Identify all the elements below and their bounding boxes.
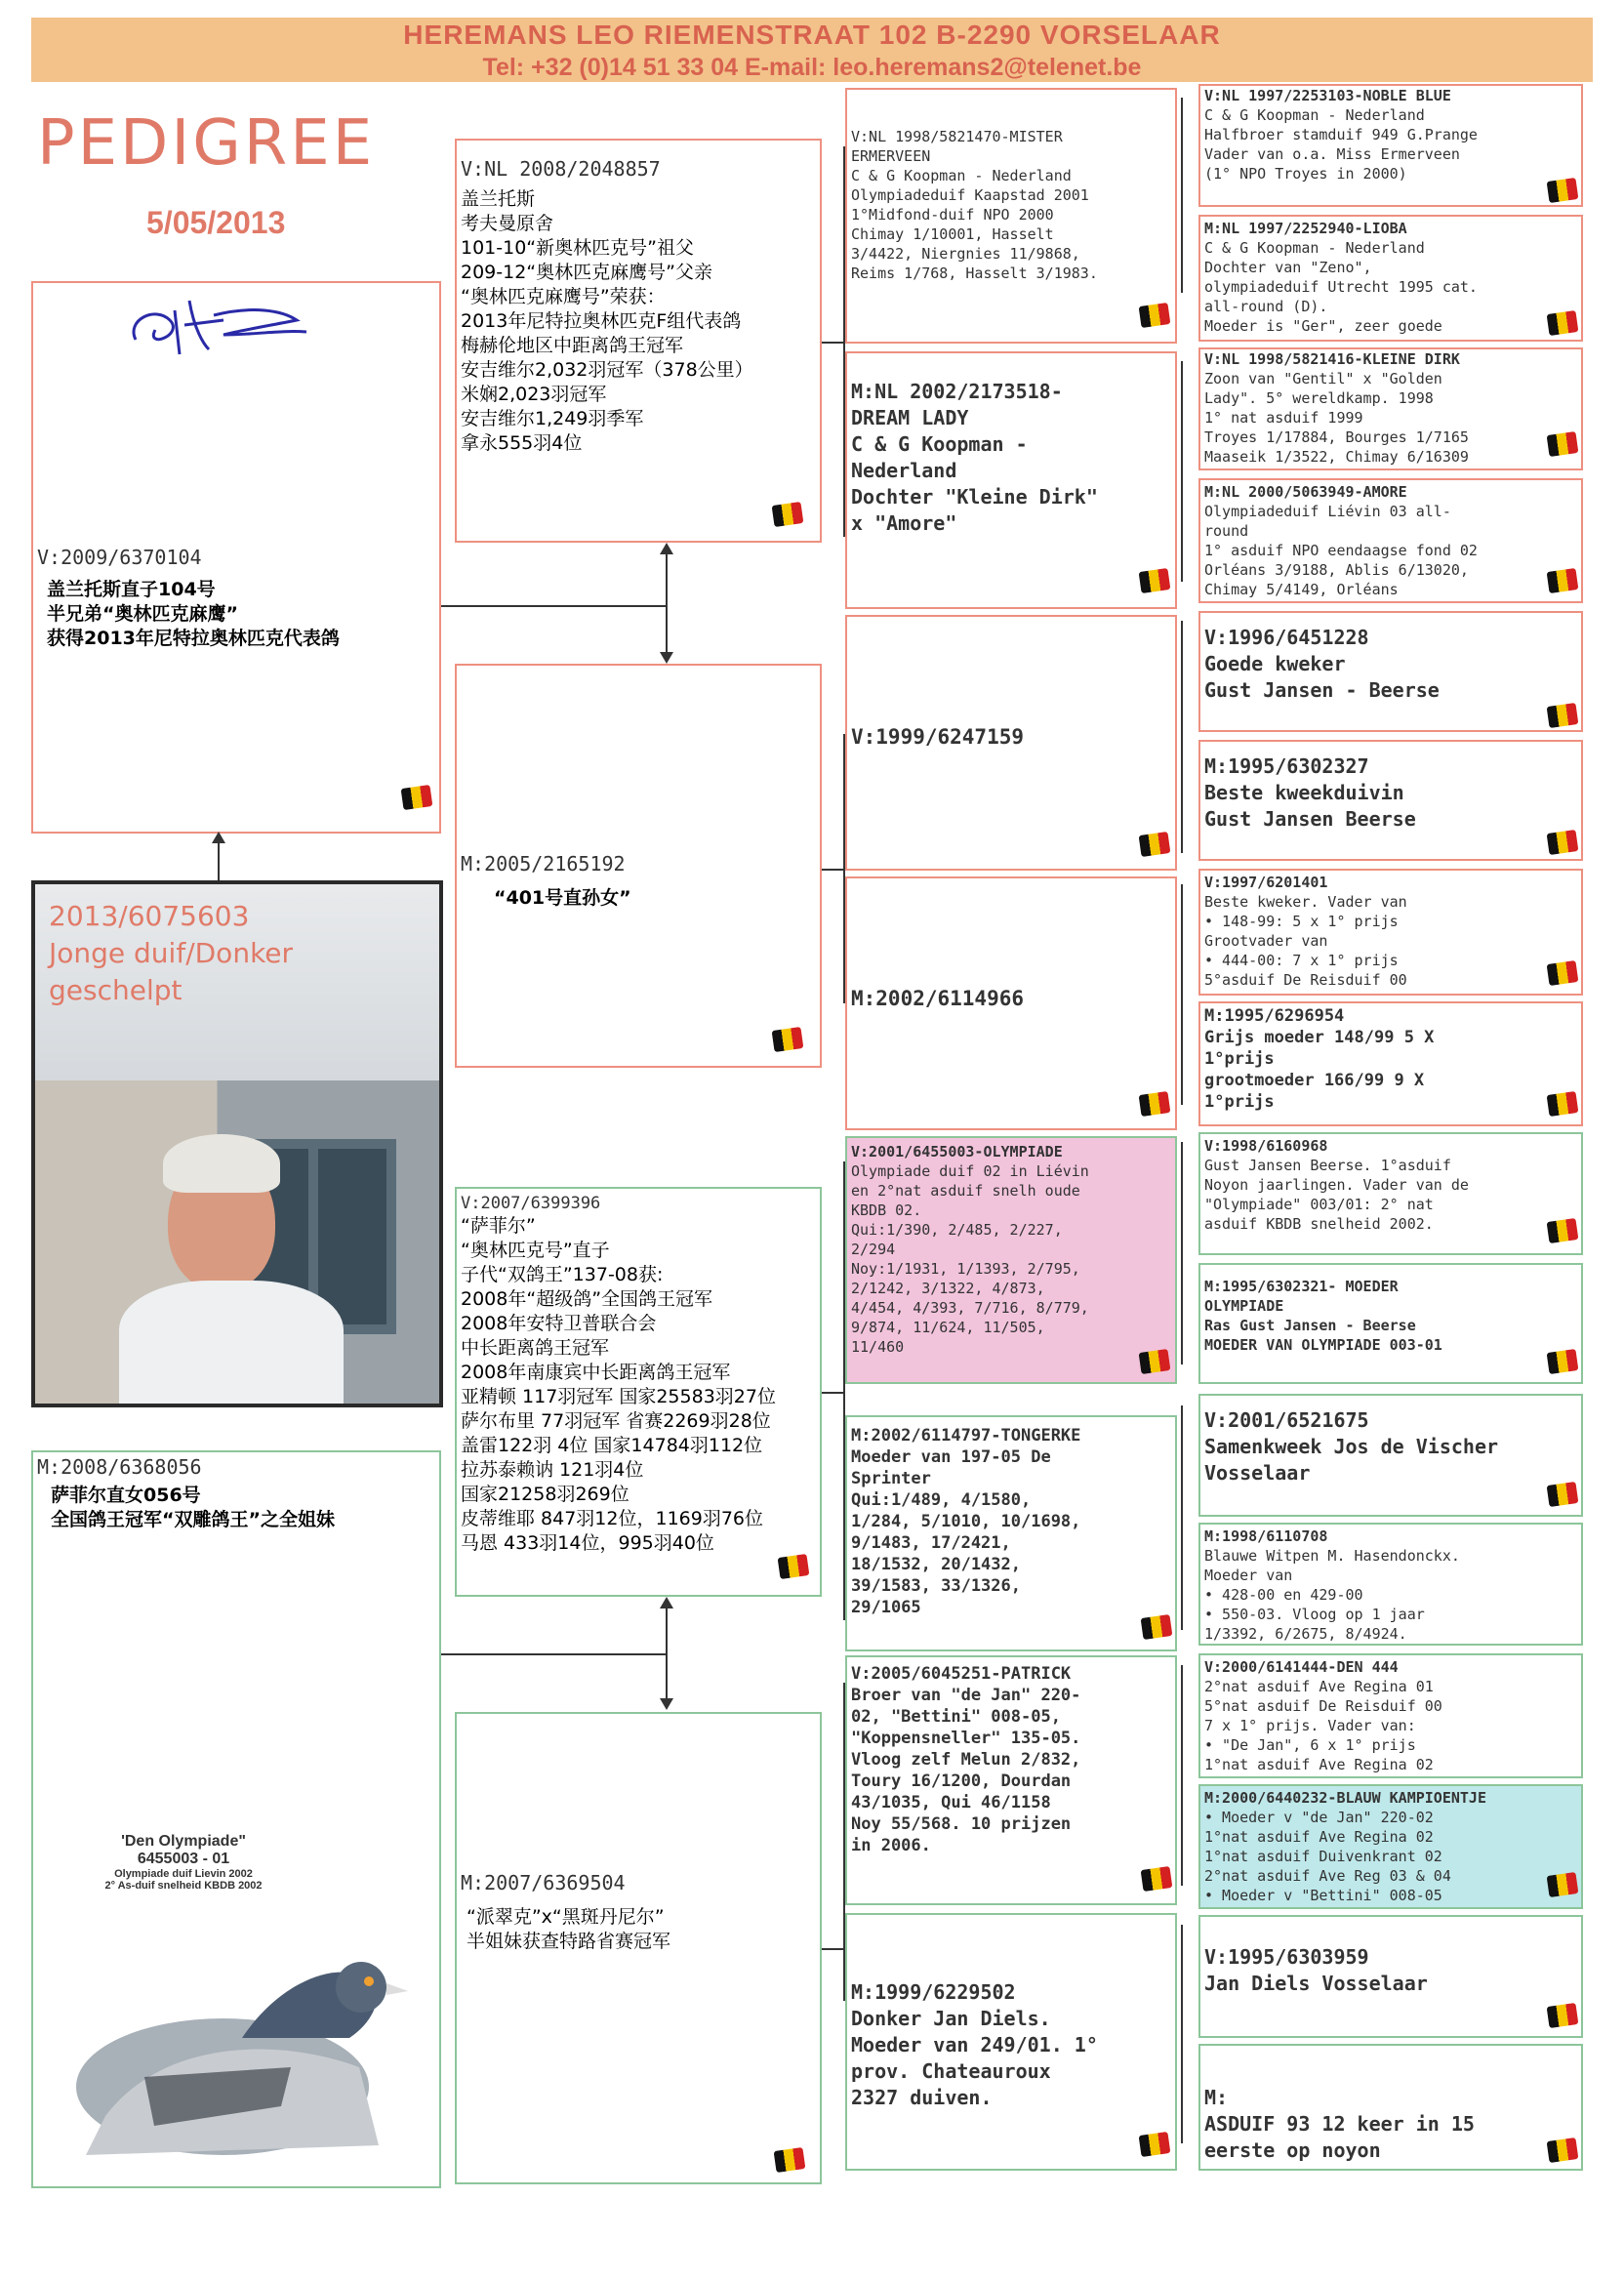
pedigree-line: Chimay 1/10001, Hasselt	[851, 225, 1054, 243]
belgium-flag-icon	[1547, 960, 1579, 986]
pedigree-line: 1° asduif NPO eendaagse fond 02	[1204, 542, 1478, 559]
pedigree-line: 1/284, 5/1010, 10/1698,	[851, 1512, 1081, 1531]
pedigree-line: grootmoeder 166/99 9 X	[1204, 1071, 1425, 1090]
sire-sire-ring: V:NL 2008/2048857	[461, 157, 661, 181]
card-line-1: Olympiade duif Lievin 2002	[114, 1868, 253, 1880]
pedigree-line: M:1999/6229502	[851, 1980, 1016, 2004]
pedigree-line: 4/454, 4/393, 7/716, 8/779,	[851, 1299, 1089, 1317]
note-line: “派翠克”x“黑斑丹尼尔”	[467, 1906, 665, 1928]
pedigree-line: "Olympiade" 003/01: 2° nat	[1204, 1196, 1434, 1213]
pedigree-line: M:NL 2002/2173518-	[851, 380, 1063, 403]
note-line: 拉苏泰赖讷 121羽4位	[461, 1459, 644, 1481]
bird-ring: 2013/6075603	[49, 900, 250, 932]
dam-sire-box	[455, 1187, 822, 1597]
pedigree-line: Samenkweek Jos de Vischer	[1204, 1435, 1499, 1458]
belgium-flag-icon	[772, 1027, 804, 1052]
pedigree-line: Gust Jansen Beerse	[1204, 807, 1416, 831]
g4-box-15	[1198, 1915, 1583, 2038]
arrow-up-icon	[660, 543, 673, 554]
pedigree-line: Beste kweekduivin	[1204, 781, 1404, 804]
g3-box-7	[845, 1655, 1177, 1905]
pedigree-line: (1° NPO Troyes in 2000)	[1204, 165, 1407, 183]
pedigree-line: Troyes 1/17884, Bourges 1/7165	[1204, 428, 1469, 446]
pedigree-line: V:NL 1998/5821470-MISTER	[851, 128, 1063, 145]
dam-sire-ring: V:2007/6399396	[461, 1194, 601, 1213]
breeder-address: HEREMANS LEO RIEMENSTRAAT 102 B-2290 VORSELAAR	[403, 20, 1221, 50]
note-line: 子代“双鸽王”137-08获:	[461, 1264, 664, 1285]
pedigree-line: Grijs moeder 148/99 5 X	[1204, 1028, 1435, 1047]
pedigree-line: M:2000/6440232-BLAUW KAMPIOENTJE	[1204, 1789, 1486, 1807]
pedigree-line: ASDUIF 93 12 keer in 15	[1204, 2112, 1475, 2136]
pedigree-line: 2/1242, 3/1322, 4/873,	[851, 1280, 1045, 1297]
note-line: 获得2013年尼特拉奥林匹克代表鸽	[47, 628, 340, 649]
pedigree-line: C & G Koopman -	[851, 432, 1028, 456]
pedigree-line: Gust Jansen Beerse. 1°asduif	[1204, 1157, 1451, 1174]
pedigree-line: • "De Jan", 6 x 1° prijs	[1204, 1736, 1416, 1754]
note-line: 拿永555羽4位	[461, 432, 583, 454]
sire-notes	[47, 578, 340, 651]
note-line: 半姐妹获查特路省赛冠军	[467, 1931, 671, 1952]
pedigree-line: 29/1065	[851, 1598, 921, 1617]
belgium-flag-icon	[1547, 703, 1579, 728]
note-line: 萨菲尔直女056号	[51, 1485, 201, 1506]
pedigree-line: OLYMPIADE	[1204, 1297, 1284, 1315]
belgium-flag-icon	[774, 2147, 806, 2173]
g3-box-1	[845, 88, 1177, 344]
arrow-up-icon	[660, 1597, 673, 1608]
note-line: 2008年“超级鸽”全国鸽王冠军	[461, 1288, 713, 1310]
pedigree-line: Beste kweker. Vader van	[1204, 893, 1407, 911]
pedigree-line: 2327 duiven.	[851, 2086, 993, 2109]
pedigree-line: M:1995/6296954	[1204, 1006, 1345, 1026]
belgium-flag-icon	[772, 502, 804, 527]
olympiade-card	[47, 1833, 418, 2184]
pedigree-line: Nederland	[851, 459, 957, 482]
pedigree-line: 1°nat asduif Duivenkrant 02	[1204, 1848, 1442, 1865]
g4-box-13	[1198, 1653, 1583, 1778]
page-title: PEDIGREE	[37, 107, 376, 180]
pedigree-line: V:1996/6451228	[1204, 626, 1369, 649]
pedigree-line: 2°nat asduif Ave Regina 01	[1204, 1678, 1434, 1695]
pedigree-line: V:2000/6141444-DEN 444	[1204, 1658, 1399, 1676]
belgium-flag-icon	[1139, 1349, 1171, 1374]
dam-notes	[51, 1484, 335, 1532]
pedigree-line: Broer van "de Jan" 220-	[851, 1686, 1081, 1705]
note-line: 盖兰托斯直子104号	[47, 579, 216, 600]
g4-box-7	[1198, 869, 1583, 996]
belgium-flag-icon	[1547, 1482, 1579, 1507]
note-line: 半兄弟“奥林匹克麻鹰”	[47, 603, 238, 625]
pedigree-line: Chimay 5/4149, Orléans	[1204, 581, 1399, 598]
pedigree-line: DREAM LADY	[851, 406, 969, 429]
pedigree-line: • 148-99: 5 x 1° prijs	[1204, 913, 1399, 930]
g4-box-4	[1198, 478, 1583, 603]
pedigree-line: Vloog zelf Melun 2/832,	[851, 1750, 1081, 1770]
pedigree-line: 5°nat asduif De Reisduif 00	[1204, 1697, 1442, 1715]
card-name: 'Den Olympiade"	[121, 1833, 246, 1850]
pedigree-line: Jan Diels Vosselaar	[1204, 1972, 1428, 1995]
note-line: 亚精顿 117羽冠军 国家25583羽27位	[461, 1386, 776, 1407]
pedigree-line: V:1997/6201401	[1204, 874, 1328, 891]
arrow-down-icon	[660, 1698, 673, 1710]
sire-sire-box	[455, 139, 822, 543]
pedigree-line: 39/1583, 33/1326,	[851, 1576, 1021, 1596]
g3-box-2	[845, 351, 1177, 609]
pedigree-line: 11/460	[851, 1338, 905, 1356]
pedigree-line: Dochter van "Zeno",	[1204, 259, 1372, 276]
pedigree-line: 1°prijs	[1204, 1092, 1275, 1112]
note-line: 全国鸽王冠军“双雕鸽王”之全姐妹	[51, 1509, 335, 1530]
g4-box-9	[1198, 1132, 1583, 1255]
dam-sire-notes	[461, 1214, 776, 1556]
belgium-flag-icon	[1139, 1091, 1171, 1117]
sire-dam-box	[455, 664, 822, 1068]
pedigree-line: Noy 55/568. 10 prijzen	[851, 1814, 1072, 1834]
pedigree-line: Ras Gust Jansen - Beerse	[1204, 1317, 1416, 1334]
pedigree-line: Zoon van "Gentil" x "Golden	[1204, 370, 1442, 387]
pedigree-line: Qui:1/489, 4/1580,	[851, 1490, 1032, 1510]
pedigree-line: Moeder van 249/01. 1°	[851, 2033, 1098, 2056]
g4-box-10	[1198, 1263, 1583, 1384]
pedigree-line: Moeder van	[1204, 1567, 1293, 1584]
belgium-flag-icon	[1547, 310, 1579, 336]
g4-box-3	[1198, 347, 1583, 470]
note-line: 萨尔布里 77羽冠军 省赛2269羽28位	[461, 1410, 771, 1432]
note-line: 安吉维尔2,032羽冠军（378公里）	[461, 359, 753, 381]
pedigree-line: 1°prijs	[1204, 1049, 1275, 1069]
g4-box-2	[1198, 215, 1583, 342]
pedigree-line: Olympiade duif 02 in Liévin	[851, 1162, 1089, 1180]
belgium-flag-icon	[1547, 830, 1579, 855]
sire-box	[31, 281, 441, 834]
pigeon-image	[47, 1921, 418, 2175]
pedigree-line: Vosselaar	[1204, 1461, 1311, 1485]
g3-box-4	[845, 876, 1177, 1130]
pedigree-line: ERMERVEEN	[851, 147, 931, 165]
pedigree-line: in 2006.	[851, 1836, 931, 1855]
pedigree-line: M:NL 2000/5063949-AMORE	[1204, 483, 1407, 501]
note-line: “奥林匹克号”直子	[461, 1240, 610, 1261]
pedigree-line: Noyon jaarlingen. Vader van de	[1204, 1176, 1469, 1194]
dam-dam-notes	[467, 1905, 670, 1954]
note-line: 209-12“奥林匹克麻鹰号”父亲	[461, 262, 712, 283]
note-line: 安吉维尔1,249羽季军	[461, 408, 644, 429]
belgium-flag-icon	[1547, 1218, 1579, 1243]
pedigree-line: 1°nat asduif Ave Regina 02	[1204, 1756, 1434, 1773]
note-line: 考夫曼原舍	[461, 213, 554, 234]
note-line: 2008年南康宾中长距离鸽王冠军	[461, 1362, 731, 1383]
person-photo	[119, 1134, 344, 1404]
pedigree-line: 2°nat asduif Ave Reg 03 & 04	[1204, 1867, 1451, 1885]
note-line: 2013年尼特拉奥林匹克F组代表鸽	[461, 310, 742, 332]
note-line: 中长距离鸽王冠军	[461, 1337, 610, 1359]
g4-box-1	[1198, 84, 1583, 207]
pedigree-line: x "Amore"	[851, 511, 957, 535]
g4-box-12	[1198, 1523, 1583, 1646]
belgium-flag-icon	[1547, 1091, 1579, 1117]
note-line: 米娴2,023羽冠军	[461, 384, 607, 405]
note-line: 2008年安特卫普联合会	[461, 1313, 657, 1334]
belgium-flag-icon	[1141, 1614, 1173, 1640]
pedigree-line: Lady". 5° wereldkamp. 1998	[1204, 389, 1434, 407]
card-ring: 6455003 - 01	[137, 1851, 230, 1867]
pedigree-line: Blauwe Witpen M. Hasendonckx.	[1204, 1547, 1460, 1565]
belgium-flag-icon	[1547, 178, 1579, 203]
pedigree-line: eerste op noyon	[1204, 2138, 1381, 2162]
pedigree-line: 1/3392, 6/2675, 8/4924.	[1204, 1625, 1407, 1643]
pedigree-line: V:2001/6455003-OLYMPIADE	[851, 1143, 1063, 1160]
pedigree-line: Goede kweker	[1204, 652, 1346, 675]
pedigree-line: Olympiadeduif Kaapstad 2001	[851, 186, 1089, 204]
signature-image	[116, 291, 311, 369]
pedigree-line: • Moeder v "Bettini" 008-05	[1204, 1887, 1442, 1904]
pedigree-line: M:	[1204, 2086, 1229, 2109]
pedigree-line: 9/1483, 17/2421,	[851, 1533, 1011, 1553]
pedigree-line: Halfbroer stamduif 949 G.Prange	[1204, 126, 1478, 143]
pedigree-line: C & G Koopman - Nederland	[1204, 106, 1425, 124]
belgium-flag-icon	[1139, 832, 1171, 857]
belgium-flag-icon	[1547, 431, 1579, 457]
note-line: “奥林匹克麻鹰号”荣获：	[461, 286, 666, 307]
belgium-flag-icon	[1547, 1349, 1579, 1374]
belgium-flag-icon	[1547, 2138, 1579, 2163]
pedigree-line: • 428-00 en 429-00	[1204, 1586, 1363, 1604]
pedigree-line: V:1999/6247159	[851, 725, 1025, 749]
dam-dam-box	[455, 1712, 822, 2184]
pedigree-line: V:2001/6521675	[1204, 1408, 1369, 1432]
pedigree-line: MOEDER VAN OLYMPIADE 003-01	[1204, 1336, 1442, 1354]
pedigree-line: 1°nat asduif Ave Regina 02	[1204, 1828, 1434, 1846]
sire-dam-note: “401号直孙女”	[494, 887, 631, 909]
pedigree-line: • Moeder v "de Jan" 220-02	[1204, 1809, 1434, 1826]
header-banner	[31, 18, 1593, 82]
pedigree-line: Toury 16/1200, Dourdan	[851, 1771, 1072, 1791]
note-line: 马恩 433羽14位，995羽40位	[461, 1532, 714, 1554]
pedigree-line: Sprinter	[851, 1469, 931, 1488]
pedigree-line: Grootvader van	[1204, 932, 1328, 950]
pedigree-line: M:2002/6114966	[851, 987, 1025, 1010]
sire-ring: V:2009/6370104	[37, 546, 202, 569]
pedigree-line: all-round (D).	[1204, 298, 1328, 315]
pedigree-line: 1° nat asduif 1999	[1204, 409, 1363, 427]
note-line: 梅赫伦地区中距离鸽王冠军	[461, 335, 684, 356]
note-line: 盖兰托斯	[461, 188, 536, 210]
sire-dam-ring: M:2005/2165192	[461, 852, 626, 875]
pedigree-line: Maaseik 1/3522, Chimay 6/16309	[1204, 448, 1469, 466]
dam-ring: M:2008/6368056	[37, 1455, 202, 1479]
pedigree-line: Olympiadeduif Liévin 03 all-	[1204, 503, 1451, 520]
pedigree-line: Donker Jan Diels.	[851, 2007, 1051, 2030]
g4-box-11	[1198, 1394, 1583, 1517]
bird-colour: Jonge duif/Donker	[49, 937, 294, 969]
pedigree-line: Dochter "Kleine Dirk"	[851, 485, 1098, 509]
note-line: “萨菲尔”	[461, 1215, 536, 1237]
pedigree-line: 43/1035, Qui 46/1158	[851, 1793, 1051, 1812]
dam-dam-ring: M:2007/6369504	[461, 1871, 626, 1894]
pedigree-line: Gust Jansen - Beerse	[1204, 678, 1440, 702]
dam-box	[31, 1450, 441, 2188]
card-line-2: 2° As-duif snelheid KBDB 2002	[104, 1880, 263, 1892]
pedigree-line: M:1998/6110708	[1204, 1527, 1328, 1545]
g4-box-16	[1198, 2044, 1583, 2171]
pedigree-line: • 550-03. Vloog op 1 jaar	[1204, 1606, 1425, 1623]
pedigree-line: M:NL 1997/2252940-LIOBA	[1204, 220, 1407, 237]
belgium-flag-icon	[401, 785, 433, 810]
g3-box-5	[845, 1136, 1177, 1384]
pedigree-line: asduif KBDB snelheid 2002.	[1204, 1215, 1434, 1233]
pedigree-line: C & G Koopman - Nederland	[851, 167, 1072, 184]
pedigree-line: 02, "Bettini" 008-05,	[851, 1707, 1061, 1727]
pedigree-line: 3/4422, Niergnies 11/9868,	[851, 245, 1080, 263]
pedigree-line: V:NL 1998/5821416-KLEINE DIRK	[1204, 350, 1460, 368]
pedigree-line: Moeder is "Ger", zeer goede	[1204, 317, 1442, 335]
pedigree-date: 5/05/2013	[146, 205, 286, 240]
pedigree-line: C & G Koopman - Nederland	[1204, 239, 1425, 257]
pedigree-line: 5°asduif De Reisduif 00	[1204, 971, 1407, 989]
breeder-contact: Tel: +32 (0)14 51 33 04 E-mail: leo.heremans2@telenet.be	[482, 54, 1142, 81]
pedigree-line: 18/1532, 20/1432,	[851, 1555, 1021, 1574]
pedigree-line: V:1995/6303959	[1204, 1945, 1369, 1969]
bird-photo-card	[31, 880, 443, 1407]
belgium-flag-icon	[1141, 1866, 1173, 1892]
note-line: 101-10“新奥林匹克号”祖父	[461, 237, 694, 259]
g3-box-3	[845, 615, 1177, 871]
arrow-up-icon	[212, 832, 225, 843]
pedigree-line: 7 x 1° prijs. Vader van:	[1204, 1717, 1416, 1734]
pedigree-line: • 444-00: 7 x 1° prijs	[1204, 952, 1399, 969]
arrow-down-icon	[660, 652, 673, 664]
pedigree-line: Qui:1/390, 2/485, 2/227,	[851, 1221, 1063, 1239]
g3-box-8	[845, 1913, 1177, 2171]
belgium-flag-icon	[1547, 568, 1579, 593]
pedigree-line: "Koppensneller" 135-05.	[851, 1729, 1081, 1748]
g4-box-8	[1198, 1001, 1583, 1126]
pedigree-line: M:2002/6114797-TONGERKE	[851, 1426, 1081, 1445]
pedigree-line: KBDB 02.	[851, 1201, 922, 1219]
belgium-flag-icon	[1547, 1872, 1579, 1897]
note-line: 盖雷122羽 4位 国家14784羽112位	[461, 1435, 763, 1456]
note-line: 国家21258羽269位	[461, 1484, 629, 1505]
pedigree-line: olympiadeduif Utrecht 1995 cat.	[1204, 278, 1478, 296]
pedigree-line: prov. Chateauroux	[851, 2059, 1051, 2083]
belgium-flag-icon	[1139, 303, 1171, 328]
pedigree-line: Noy:1/1931, 1/1393, 2/795,	[851, 1260, 1080, 1278]
pedigree-line: Orléans 3/9188, Ablis 6/13020,	[1204, 561, 1469, 579]
bird-pattern: geschelpt	[49, 974, 183, 1006]
pedigree-line: 9/874, 11/624, 11/505,	[851, 1319, 1045, 1336]
pedigree-line: 1°Midfond-duif NPO 2000	[851, 206, 1054, 224]
pedigree-line: M:1995/6302321- MOEDER	[1204, 1278, 1399, 1295]
g4-box-5	[1198, 611, 1583, 732]
pedigree-line: M:1995/6302327	[1204, 754, 1369, 778]
belgium-flag-icon	[1139, 568, 1171, 593]
pedigree-line: V:2005/6045251-PATRICK	[851, 1664, 1072, 1684]
pedigree-line: 2/294	[851, 1241, 896, 1258]
pedigree-line: round	[1204, 522, 1249, 540]
g4-box-14	[1198, 1784, 1583, 1909]
pedigree-line: en 2°nat asduif snelh oude	[851, 1182, 1080, 1200]
g3-box-6	[845, 1415, 1177, 1651]
note-line: 皮蒂维耶 847羽12位，1169羽76位	[461, 1508, 764, 1529]
pedigree-line: V:1998/6160968	[1204, 1137, 1328, 1155]
belgium-flag-icon	[1547, 2003, 1579, 2028]
belgium-flag-icon	[1139, 2132, 1171, 2157]
belgium-flag-icon	[778, 1554, 810, 1579]
pedigree-line: Vader van o.a. Miss Ermerveen	[1204, 145, 1460, 163]
g4-box-6	[1198, 740, 1583, 861]
pedigree-line: Moeder van 197-05 De	[851, 1447, 1051, 1467]
pedigree-line: Reims 1/768, Hasselt 3/1983.	[851, 265, 1098, 282]
sire-sire-notes	[461, 187, 753, 456]
pedigree-line: V:NL 1997/2253103-NOBLE BLUE	[1204, 87, 1451, 104]
